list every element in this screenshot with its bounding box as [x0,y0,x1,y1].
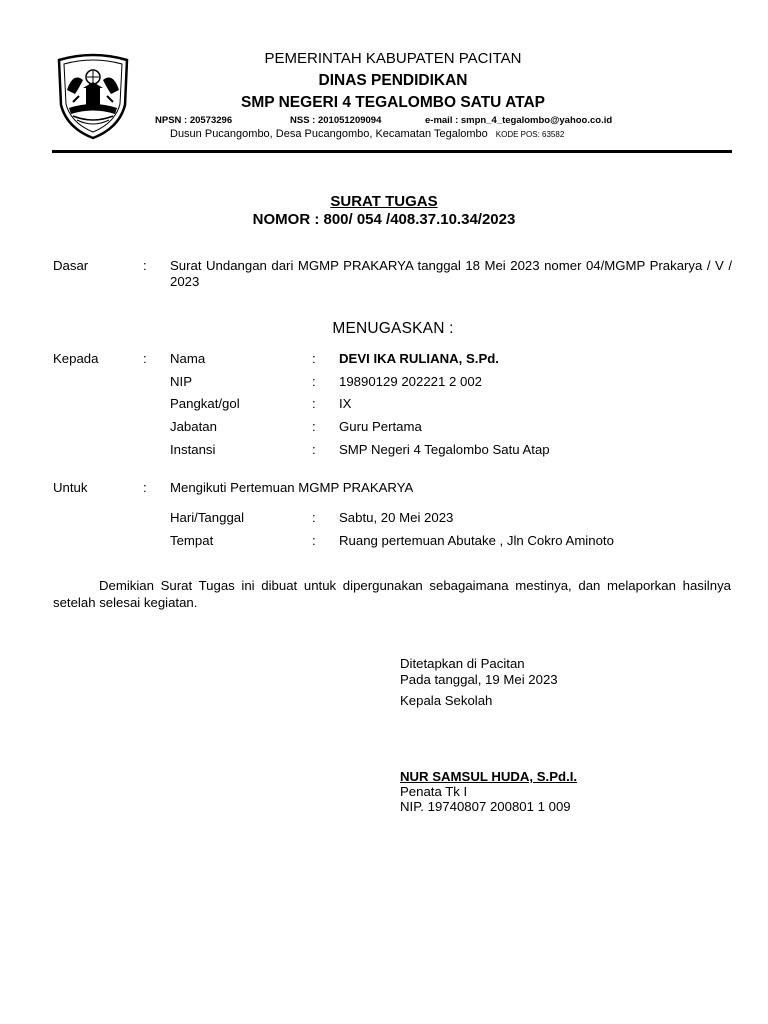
postal-code: KODE POS: 63582 [495,130,565,139]
untuk-colon: : [143,480,147,495]
npsn-text: NPSN : 20573296 [155,115,233,126]
field-value-jabatan: Guru Pertama [339,419,422,434]
header-address [170,128,640,140]
field-value-pangkat: IX [339,396,352,411]
field-colon: : [312,533,316,548]
untuk-label: Untuk [53,480,88,495]
closing-paragraph: Demikian Surat Tugas ini dibuat untuk dipergunakan sebagaimana mestinya, dan melaporkan hasilnya setelah selesai kegiatan. [53,578,731,610]
signature-place: Ditetapkan di Pacitan [400,656,525,671]
header-divider [52,150,732,153]
header-department: DINAS PENDIDIKAN [318,72,468,89]
field-colon: : [312,510,316,525]
header-school-name: SMP NEGERI 4 TEGALOMBO SATU ATAP [241,94,545,111]
signatory-nip: NIP. 19740807 200801 1 009 [400,799,571,814]
nss-text: NSS : 201051209094 [290,115,382,126]
field-label-nip: NIP [170,374,192,389]
kepada-label: Kepada [53,351,99,366]
email-text: e-mail : smpn_4_tegalombo@yahoo.co.id [425,115,613,126]
signature-position: Kepala Sekolah [400,693,493,708]
field-colon: : [312,374,316,389]
dasar-text: Surat Undangan dari MGMP PRAKARYA tanggal 18 Mei 2023 nomer 04/MGMP Prakarya / V / 2023 [170,258,732,289]
field-value-nip: 19890129 202221 2 002 [339,374,483,389]
letter-title: SURAT TUGAS [330,193,438,210]
dasar-label: Dasar [53,258,89,273]
field-label-jabatan: Jabatan [170,419,217,434]
field-value-instansi: SMP Negeri 4 Tegalombo Satu Atap [339,442,550,457]
signatory-rank: Penata Tk I [400,784,468,799]
header-government: PEMERINTAH KABUPATEN PACITAN [264,50,522,67]
field-colon: : [312,419,316,434]
field-colon: : [312,351,316,366]
signature-date: Pada tanggal, 19 Mei 2023 [400,672,558,687]
field-value-tempat: Ruang pertemuan Abutake , Jln Cokro Aminoto [339,533,614,548]
field-colon: : [312,442,316,457]
regency-emblem-logo [53,50,133,140]
field-value-nama: DEVI IKA RULIANA, S.Pd. [339,351,499,366]
field-colon: : [312,396,316,411]
field-label-nama: Nama [170,351,206,366]
dasar-colon: : [143,258,147,273]
menugaskan-heading: MENUGASKAN : [332,320,454,337]
signatory-name: NUR SAMSUL HUDA, S.Pd.I. [400,769,578,784]
field-label-instansi: Instansi [170,442,216,457]
field-label-hari: Hari/Tanggal [170,510,245,525]
field-label-pangkat: Pangkat/gol [170,396,240,411]
field-value-hari: Sabtu, 20 Mei 2023 [339,510,454,525]
untuk-text: Mengikuti Pertemuan MGMP PRAKARYA [170,480,414,495]
letter-title-row [0,193,768,210]
address-text: Dusun Pucangombo, Desa Pucangombo, Kecamatan Tegalombo [170,128,488,140]
field-label-tempat: Tempat [170,533,214,548]
kepada-colon: : [143,351,147,366]
letter-number: NOMOR : 800/ 054 /408.37.10.34/2023 [252,211,516,228]
